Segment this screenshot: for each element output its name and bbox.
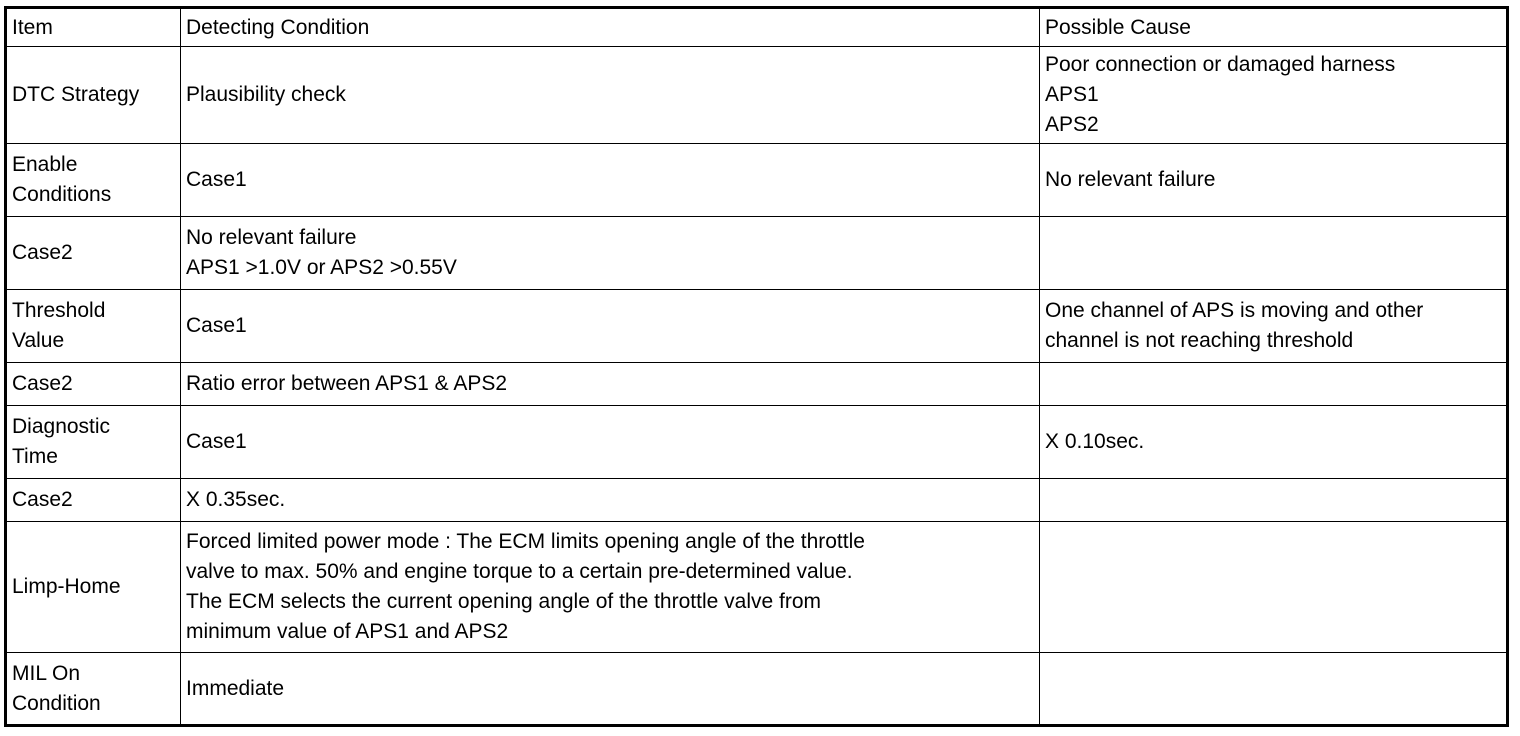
table-row [6, 363, 1508, 406]
condition-cell: No relevant failure APS1 >1.0V or APS2 >0.55V [181, 217, 1040, 290]
item-cell: Case2 [6, 479, 181, 522]
header-possible-cause: Possible Cause [1040, 8, 1508, 47]
cause-cell: Poor connection or damaged harness APS1 APS2 [1040, 47, 1508, 144]
condition-cell: Forced limited power mode : The ECM limits opening angle of the throttle valve to max. 50% and engine torque to a certain pre-determined value. The ECM selects the current opening angle of the throttle valve from minimum value of APS1 and APS2 [181, 522, 1040, 653]
header-item: Item [6, 8, 181, 47]
item-cell: Case2 [6, 217, 181, 290]
condition-cell: X 0.35sec. [181, 479, 1040, 522]
item-cell: Case2 [6, 363, 181, 406]
table-row [6, 653, 1508, 726]
table-row [6, 522, 1508, 653]
cause-cell [1040, 522, 1508, 653]
cause-cell [1040, 479, 1508, 522]
cause-cell [1040, 363, 1508, 406]
header-detecting-condition: Detecting Condition [181, 8, 1040, 47]
condition-cell: Plausibility check [181, 47, 1040, 144]
table-row [6, 406, 1508, 479]
condition-cell: Case1 [181, 406, 1040, 479]
diagnostic-table [4, 6, 1509, 727]
item-cell: Threshold Value [6, 290, 181, 363]
table-row [6, 47, 1508, 144]
cause-cell [1040, 217, 1508, 290]
item-cell: Diagnostic Time [6, 406, 181, 479]
condition-cell: Case1 [181, 290, 1040, 363]
cause-cell [1040, 653, 1508, 726]
table-row [6, 290, 1508, 363]
item-cell: DTC Strategy [6, 47, 181, 144]
table-header-row [6, 8, 1508, 47]
item-cell: Limp-Home [6, 522, 181, 653]
condition-cell: Ratio error between APS1 & APS2 [181, 363, 1040, 406]
table-row [6, 217, 1508, 290]
cause-cell: X 0.10sec. [1040, 406, 1508, 479]
item-cell: MIL On Condition [6, 653, 181, 726]
table-row [6, 479, 1508, 522]
item-cell: Enable Conditions [6, 144, 181, 217]
condition-cell: Immediate [181, 653, 1040, 726]
condition-cell: Case1 [181, 144, 1040, 217]
table-row [6, 144, 1508, 217]
cause-cell: No relevant failure [1040, 144, 1508, 217]
cause-cell: One channel of APS is moving and other channel is not reaching threshold [1040, 290, 1508, 363]
